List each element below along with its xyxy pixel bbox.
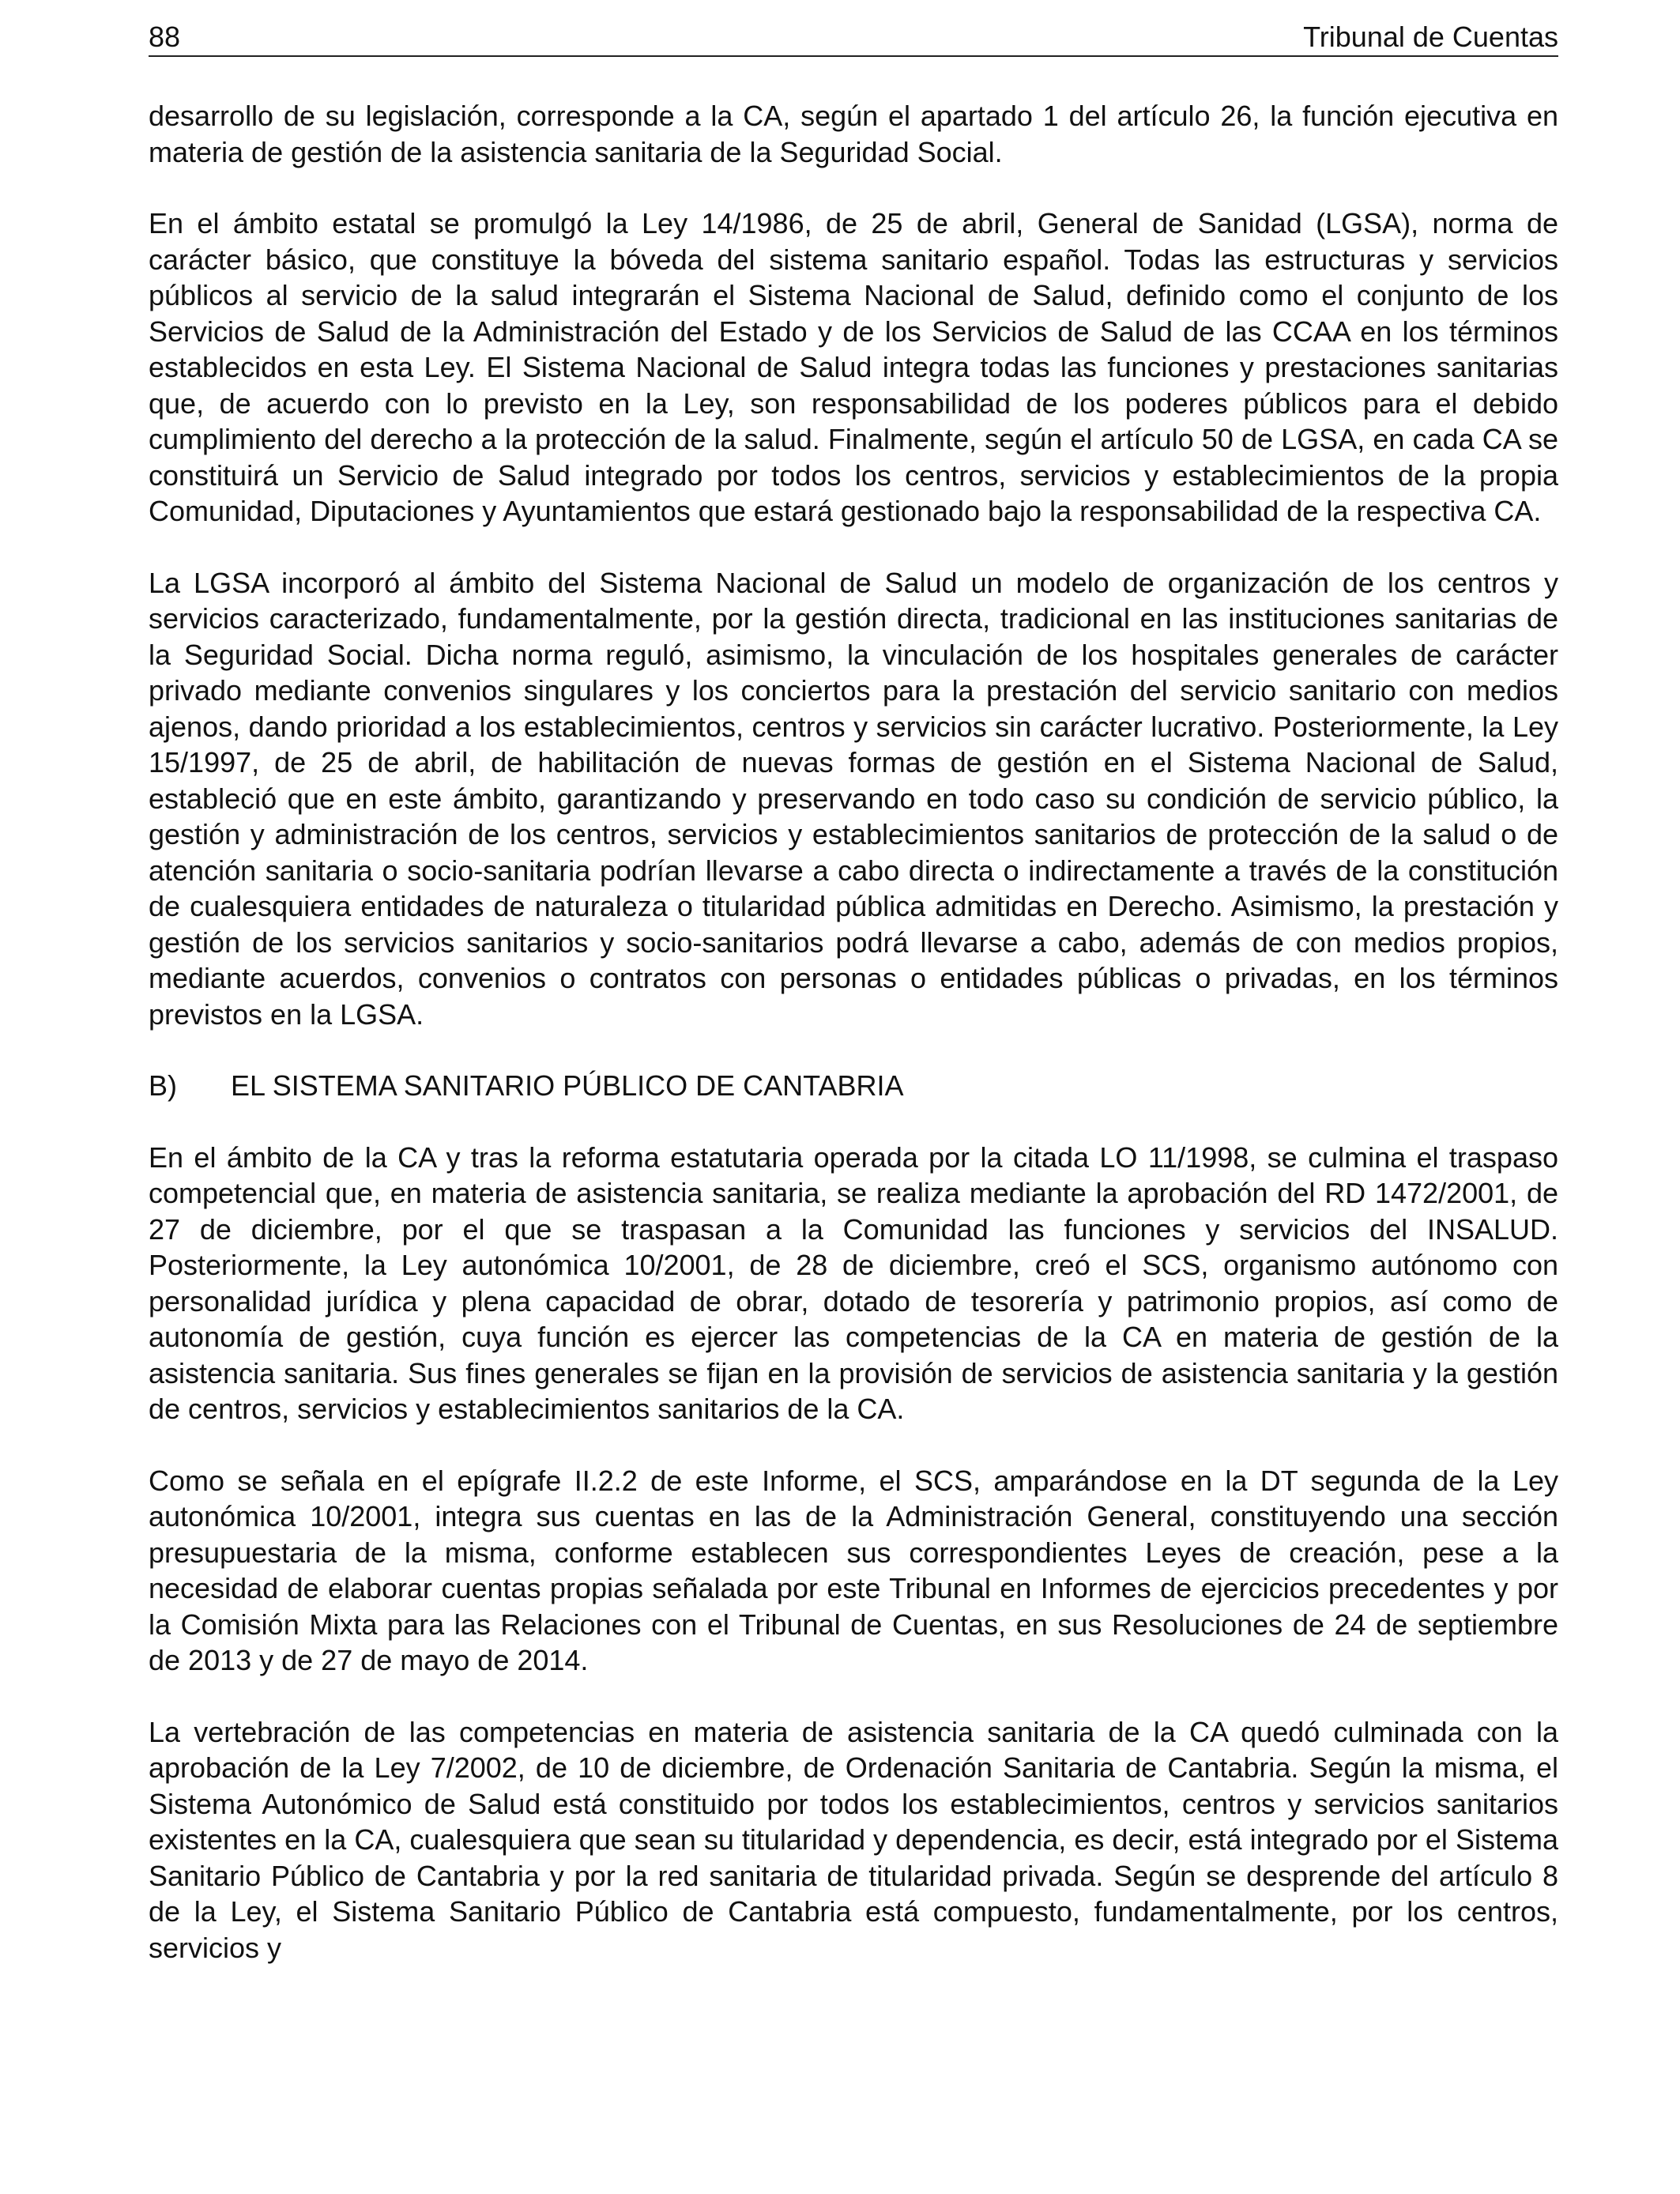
section-title: EL SISTEMA SANITARIO PÚBLICO DE CANTABRIA <box>231 1069 904 1102</box>
section-heading <box>149 1068 1558 1104</box>
body-text <box>149 98 1558 2001</box>
paragraph: desarrollo de su legislación, corresponde a la CA, según el apartado 1 del artículo 26, la función ejecutiva en materia de gestión de la asistencia sanitaria de la Seguridad Social. <box>149 100 1558 168</box>
page-number: 88 <box>149 21 181 53</box>
section-marker: B) <box>149 1069 177 1102</box>
paragraph: La LGSA incorporó al ámbito del Sistema Nacional de Salud un modelo de organización de los centros y servicios caracterizado, fundamentalmente, por la gestión directa, tradicional en las instituciones sanitarias de la Seguridad Social. Dicha norma reguló, asimismo, la vinculación de los hospitales generales de carácter privado mediante convenios singulares y los conciertos para la prestación del servicio sanitario con medios ajenos, dando prioridad a los establecimientos, centros y servicios sin carácter lucrativo. Posteriormente, la Ley 15/1997, de 25 de abril, de habilitación de nuevas formas de gestión en el Sistema Nacional de Salud, estableció que en este ámbito, garantizando y preservando en todo caso su condición de servicio público, la gestión y administración de los centros, servicios y establecimientos sanitarios de protección de la salud o de atención sanitaria o socio-sanitaria podrían llevarse a cabo directa o indirectamente a través de la constitución de cualesquiera entidades de naturaleza o titularidad pública admitidas en Derecho. Asimismo, la prestación y gestión de los servicios sanitarios y socio-sanitarios podrá llevarse a cabo, además de con medios propios, mediante acuerdos, convenios o contratos con personas o entidades públicas o privadas, en los términos previstos en la LGSA. <box>149 566 1558 1031</box>
paragraph: En el ámbito de la CA y tras la reforma estatutaria operada por la citada LO 11/1998, se culmina el traspaso competencial que, en materia de asistencia sanitaria, se realiza mediante la aprobación del RD 1472/2001, de 27 de diciembre, por el que se traspasan a la Comunidad las funciones y servicios del INSALUD. Posteriormente, la Ley autonómica 10/2001, de 28 de diciembre, creó el SCS, organismo autónomo con personalidad jurídica y plena capacidad de obrar, dotado de tesorería y patrimonio propios, así como de autonomía de gestión, cuya función es ejercer las competencias de la CA en materia de gestión de la asistencia sanitaria. Sus fines generales se fijan en la provisión de servicios de asistencia sanitaria y la gestión de centros, servicios y establecimientos sanitarios de la CA. <box>149 1140 1558 1425</box>
page-header <box>149 19 1558 57</box>
paragraph: La vertebración de las competencias en materia de asistencia sanitaria de la CA quedó culminada con la aprobación de la Ley 7/2002, de 10 de diciembre, de Ordenación Sanitaria de Cantabria. Según la misma, el Sistema Autonómico de Salud está constituido por todos los establecimientos, centros y servicios sanitarios existentes en la CA, cualesquiera que sean su titularidad y dependencia, es decir, está integrado por el Sistema Sanitario Público de Cantabria y por la red sanitaria de titularidad privada. Según se desprende del artículo 8 de la Ley, el Sistema Sanitario Público de Cantabria está compuesto, fundamentalmente, por los centros, servicios y <box>149 1715 1558 1964</box>
paragraph: Como se señala en el epígrafe II.2.2 de este Informe, el SCS, amparándose en la DT segunda de la Ley autonómica 10/2001, integra sus cuentas en las de la Administración General, constituyendo una sección presupuestaria de la misma, conforme establecen sus correspondientes Leyes de creación, pese a la necesidad de elaborar cuentas propias señalada por este Tribunal en Informes de ejercicios precedentes y por la Comisión Mixta para las Relaciones con el Tribunal de Cuentas, en sus Resoluciones de 24 de septiembre de 2013 y de 27 de mayo de 2014. <box>149 1464 1558 1676</box>
running-title: Tribunal de Cuentas <box>1303 21 1558 53</box>
paragraph: En el ámbito estatal se promulgó la Ley 14/1986, de 25 de abril, General de Sanidad (LGSA), norma de carácter básico, que constituye la bóveda del sistema sanitario español. Todas las estructuras y servicios públicos al servicio de la salud integrarán el Sistema Nacional de Salud, definido como el conjunto de los Servicios de Salud de la Administración del Estado y de los Servicios de Salud de las CCAA en los términos establecidos en esta Ley. El Sistema Nacional de Salud integra todas las funciones y prestaciones sanitarias que, de acuerdo con lo previsto en la Ley, son responsabilidad de los poderes públicos para el debido cumplimiento del derecho a la protección de la salud. Finalmente, según el artículo 50 de LGSA, en cada CA se constituirá un Servicio de Salud integrado por todos los centros, servicios y establecimientos de la propia Comunidad, Diputaciones y Ayuntamientos que estará gestionado bajo la responsabilidad de la respectiva CA. <box>149 207 1558 527</box>
